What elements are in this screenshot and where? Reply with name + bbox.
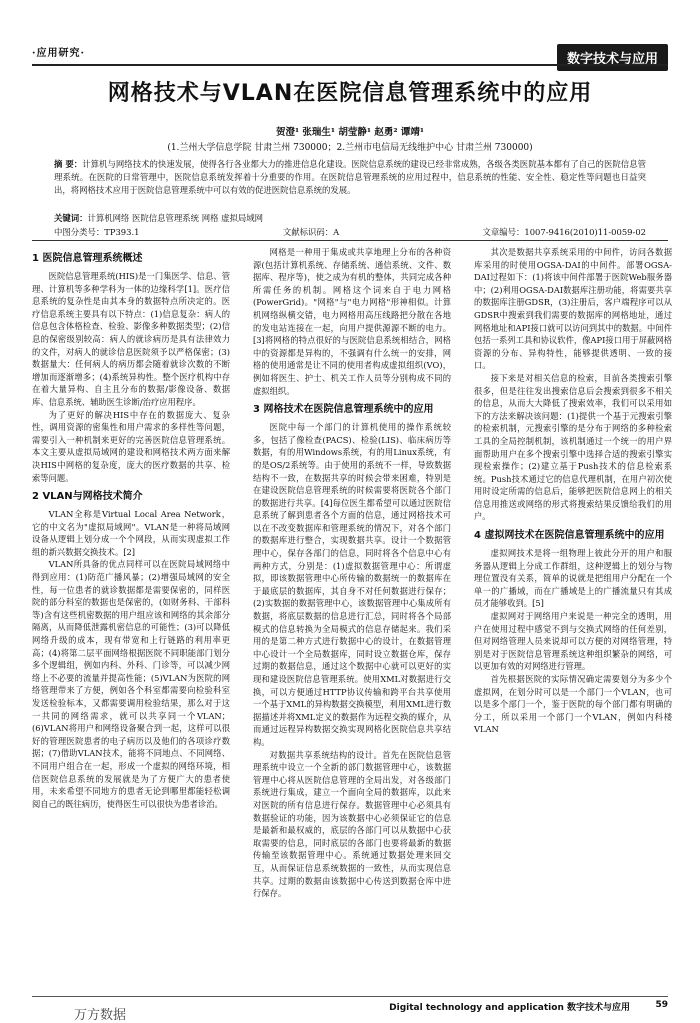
- classification-row: [54, 226, 646, 238]
- watermark: 万方数据: [74, 1008, 127, 1023]
- section-3-heading: 3 网格技术在医院信息管理系统中的应用: [253, 404, 434, 416]
- column-1: [32, 246, 230, 810]
- section-2-paragraph: VLAN所具备的优点同样可以在医院局域网络中得到应用：(1)防范广播风暴；(2)增强局域网的安全性，每一位患者的就诊数据都是需要保密的，同样医院的部分科室的数据也是保密的，(如财务科、干部科等)含有这些机密数据的用户组应该和网络的其余部分隔离，从而降低泄露机密信息的可能性；(3)可以降低网络升级的成本，现有带宽和上行链路的利用率更高；(4)将第二层平面网络根据医院不同职能部门划分多个逻辑组，例如内科、外科、门诊等，可以减少网络上不必要的流量并提高性能；(5)VLAN为医院的网络管理带来了方便，例如各个科室都需要向检验科室发送检验标本，又都需要调用检验结果，那么对于这一共同的网络需求，就可以共享同一个VLAN；(6)VLAN将用户和网络设备聚合到一起，这样可以很好的管理医院患者的电子病历以及他们的各项诊疗数据；(7)借助VLAN技术，能将不同地点、不同网络、不同用户组合在一起，形成一个虚拟的网络环境，相信医院信息系统的发展就是为了方便广大的患者使用，未来希望不同地方的患者无论到哪里都能轻松调阅自己的既往病历，使得医生可以很快为患者诊治。: [32, 559, 230, 809]
- abstract-separator: [32, 240, 668, 241]
- abstract-label: 摘 要：: [54, 159, 83, 169]
- section-1-paragraph: 医院信息管理系统(HIS)是一门集医学、信息、管理、计算机等多种学科为一体的边缘科学[1]。医疗信息系统的复杂性是由其本身的数据特点所决定的。医疗信息系统主要具有以下特点：(1)信息复杂：病人的信息包含体格检查、检验、影像多种数据类型；(2)信息的保密级别较高：病人的就诊病历是具有法律效力的文件，对病人的就诊信息医院须予以严格保密；(3)数据量大：任何病人的病历都会随着就诊次数的不断增加而逐渐增多；(4)系统异构性。整个医疗机构中存在着大量异构、自主且分布的数据/影像设备、数据库、信息系统、辅助医生诊断/治疗应用程序。: [32, 271, 230, 407]
- authors: 贺澄¹ 张瑞生¹ 胡莹静¹ 赵勇² 谭靖¹: [275, 127, 425, 138]
- section-2-paragraph: VLAN全称是Virtual Local Area Network，它的中文名为"虚拟局域网"。VLAN是一种将局域网设备从逻辑上划分成一个个网段，从而实现虚拟工作组的新兴数据交换技术。[2]: [32, 509, 230, 557]
- footer-journal: Digital technology and application 数字技术与应用: [389, 1003, 630, 1013]
- clc-number: 中图分类号：TP393.1: [54, 227, 140, 237]
- column-3: [474, 246, 672, 736]
- footer-rule: [32, 996, 668, 997]
- section-4-paragraph: 首先根据医院的实际情况确定需要划分为多少个虚拟网，在划分时可以是一个部门一个VLAN，也可以是多个部门一个，鉴于医院的每个部门都有明确的分工，所以采用一个部门一个VLAN，例如内科楼VLAN: [474, 674, 672, 735]
- section-3-paragraph: 医院中每一个部门的计算机使用的操作系统较多，包括了像检查(PACS)、检验(LIS)、临床病历等数据，有的用Windows系统，有的用Linux系统，有的是OS/2系统等。由于使用的系统不一样，导致数据结构不一致，在数据共享的时候会带来困难，特别是在建设医院信息管理系统的时候需要将医院各个部门的数据进行共享。[4]每位医生都希望可以通过医院信息系统了解到患者各个方面的信息，通过网格技术可以在不改变数据库和管理系统的情况下，对各个部门的数据库进行整合，实现数据共享。设计一个数据管理中心，保存各部门的信息，同时将各个信息中心有两种方式，分别是：(1)虚拟数据管理中心：所谓虚拟，即该数据管理中心所传输的数据统一的数据库在于最底层的数据库，其自身不对任何数据进行保存；(2)实数据的数据管理中心，该数据管理中心集成所有数据，将底层数据的信息进行汇总，同时将各个局部模式的信息转换为全局模式的信息存储起来。我们采用的是第二种方式进行数据中心的设计，在数据管理中心设计一个全局数据库，同时设立数据仓库，保存过期的数据信息，通过这个数据中心就可以更好的实现和建设医院信息管理系统。使用XML对数据进行交换，可以方便通过HTTP协议传输和跨平台共享使用一个基于XML的异构数据交换模型，利用XML进行数据描述并将XML定义的数据作为远程交换的媒介，从而通过远程异构数据交换实现网格化医院信息共享结构。: [253, 422, 451, 747]
- section-label: ·应用研究·: [32, 48, 85, 59]
- article-number: 文章编号：1007-9416(2010)11-0059-02: [482, 227, 646, 237]
- abstract: [54, 158, 646, 197]
- section-4-paragraph: 虚拟网对于网络用户来说是一种完全的透明，用户在使用过程中感觉不到与交换式网络的任何差别，但对网络管理人员来说却可以方便的对网络管理，特别是对于医院信息管理系统这种组织繁杂的网络，可以更加有效的对网络进行管理。: [474, 611, 672, 672]
- column-2: [253, 246, 451, 900]
- keywords-text: 计算机网络 医院信息管理系统 网格 虚拟局域网: [87, 213, 263, 223]
- section-1-paragraph: 为了更好的解决HIS中存在的数据庞大、复杂性，调用资源的密集性和用户需求的多样性等问题，需要引入一种机制来更好的完善医院信息管理系统。本文主要从虚拟局域网的建设和网格技术两方面来解决HIS中网格的复杂度，庞大的医疗数据的共享、检索等问题。: [32, 409, 230, 483]
- section-3-paragraph: 接下来是对相关信息的检索，目前各类搜索引擎很多，但是往往发出搜索信息后会搜索到很多不相关的信息，从而大大降低了搜索效率，我们可以采用如下的方法来解决该问题：(1)提供一个基于元搜索引擎的检索机制，元搜索引擎的是分布于网络的多种检索工具的全局控制机制，该机制通过一个统一的用户界面帮助用户在多个搜索引擎中选择合适的搜索引擎实现检索操作；(2)建立基于Push技术的信息检索系统。Push技术通过它的信息代理机制，在用户初次使用时设定所需的信息后，能够把医院信息网上的相关信息用推送或网络的形式将搜索结果反馈给我们的用户。: [474, 372, 672, 522]
- section-3-paragraph: 对数据共享系统结构的设计。首先在医院信息管理系统中设立一个全新的部门数据管理中心，该数据管理中心将从医院信息管理的全局出发，对各级部门系统进行集成，建立一个面向全局的数据库，以此来对医院的所有信息进行保存。数据管理中心必须具有数据验证的功能，因为该数据中心必须保证它的信息是最新和最权威的，底层的各部门可以从数据中心获取需要的信息，同时底层的各部门也要将最新的数据传输至该数据管理中心。系统通过数据处理来回交互，从而保证信息系统数据的一致性，从而实现信息共享。过期的数据由该数据中心传送到数据仓库中进行保存。: [253, 749, 451, 899]
- abstract-text: 计算机与网络技术的快速发展，使得各行各业都大力的推进信息化建设。医院信息系统的建设已经非常成熟，各级各类医院基本都有了自己的医院信息管理系统。在医院的日常管理中，医院信息系统发挥着十分重要的作用。在医院信息管理系统的应用过程中，信息系统的性能、安全性、稳定性等问题也日益突出，将网格技术应用于医院信息管理系统中可以有效的促进医院信息系统的发展。: [54, 159, 646, 195]
- keywords-label: 关键词：: [54, 213, 88, 223]
- paper-title: 网格技术与VLAN在医院信息管理系统中的应用: [107, 81, 593, 106]
- section-2-heading: 2 VLAN与网格技术简介: [32, 491, 143, 503]
- journal-badge: 数字技术与应用: [557, 44, 668, 71]
- affiliations: (1.兰州大学信息学院 甘肃兰州 730000；2.兰州市电信局无线维护中心 甘肃兰州 730000): [167, 143, 533, 153]
- section-1-heading: 1 医院信息管理系统概述: [32, 253, 143, 264]
- section-3-paragraph: 其次是数据共享系统采用的中间件，访问各数据库采用的时使用OGSA-DAI的中间件。部署OGSA-DAI过程如下：(1)将该中间件部署于医院Web服务器中；(2)利用OGSA-DAI数据库注册功能，将需要共享的数据库注册GDSR，(3)注册后，客户端程序可以从GDSR中搜索到我们需要的数据库的网格地址，通过网格地址和API接口就可以访问到其中的数据。中间件包括一系列工具和协议软件，像API接口用于屏蔽网格资源的分布、异构特性，能够提供透明、一致的接口。: [474, 247, 672, 371]
- keywords: [54, 212, 646, 224]
- section-4-heading: 4 虚拟网技术在医院信息管理系统中的应用: [474, 530, 665, 542]
- section-4-paragraph: 虚拟网技术是将一组物理上彼此分开的用户和服务器从逻辑上分成工作群组，这种逻辑上的划分与物理位置没有关系，简单的说就是把组用户分配在一个单一的广播域，而在广播域是上的广播流量只有其成员才能够收到。[5]: [474, 548, 672, 609]
- section-2-paragraph: 网格是一种用于集成或共享地理上分布的各种资源(包括计算机系统、存储系统、通信系统、文件、数据库、程序等)，使之成为有机的整体，共同完成各种所需任务的机制。网格这个词来自于电力网格(PowerGrid)。"网格"与"电力网格"形神相似。计算机网络纵横交错，电力网格用高压线路把分散在各地的发电站连接在一起，向用户提供源源不断的电力。[3]将网格的特点很好的与医院信息系统相结合，网格中的资源都是异构的，不强调有什么统一的安排，网格的使用通常是让不同的使用者构成虚拟组织(VO)，例如将医生、护士、机关工作人员等分别构成不同的虚拟组织。: [253, 247, 451, 396]
- page-number: 59: [655, 1000, 668, 1010]
- document-code: 文献标识码：A: [282, 227, 340, 237]
- header-rule: [32, 64, 668, 66]
